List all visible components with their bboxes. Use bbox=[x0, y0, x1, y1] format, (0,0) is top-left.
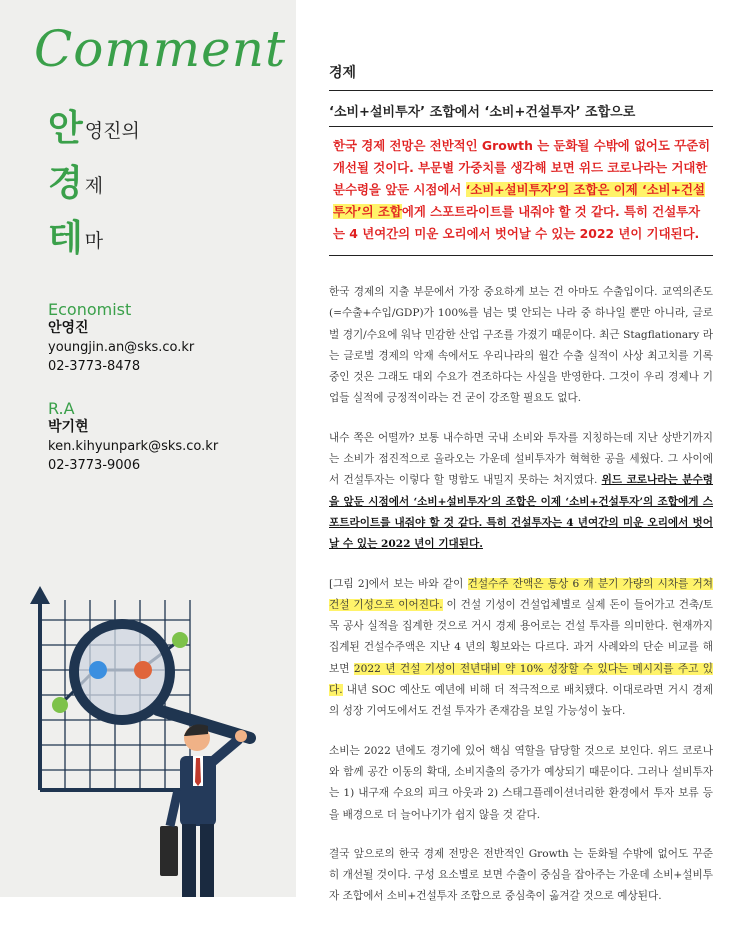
summary-box bbox=[329, 126, 713, 256]
economist-name: 안영진 bbox=[48, 320, 89, 336]
magnifier-chart-illustration bbox=[0, 560, 300, 897]
economist-email[interactable]: youngjin.an@sks.co.kr bbox=[48, 340, 195, 355]
title-big-2: 경 bbox=[48, 163, 83, 204]
ra-label: R.A bbox=[48, 399, 75, 418]
paragraph-2 bbox=[329, 428, 713, 556]
title-big-1: 안 bbox=[48, 108, 83, 149]
ra-phone: 02-3773-9006 bbox=[48, 458, 141, 473]
title-big-3: 테 bbox=[48, 218, 83, 259]
paragraph-4: 소비는 2022 년에도 경기에 있어 핵심 역할을 담당할 것으로 보인다. 위드 코로나와 함께 공간 이동의 확대, 소비지출의 증가가 예상되기 때문이다. 그러나 설비투자는 1) 내구재 수요의 피크 아웃과 2) 스태그플레이션너리한 환경에서 투자 보류 등을 배경으로 더 늘어나기가 쉽지 않을 것 같다. bbox=[329, 744, 713, 821]
paragraph-3 bbox=[329, 574, 713, 723]
article bbox=[329, 62, 713, 926]
paragraph-3-highlight-1: 건설수주 잔액은 통상 6 개 분기 가량의 시차를 거쳐 건설 기성으로 이어진다. bbox=[329, 577, 713, 611]
ra-email[interactable]: ken.kihyunpark@sks.co.kr bbox=[48, 439, 219, 454]
title-rest-1: 영진의 bbox=[84, 120, 140, 142]
summary-highlight: ‘소비+설비투자’의 조합은 이제 ‘소비+건설투자’의 조합 bbox=[333, 182, 705, 219]
summary-text-1: 한국 경제 전망은 전반적인 Growth 는 둔화될 수밖에 없어도 꾸준히 개선될 것이다. 부문별 가중치를 생각해 보면 위드 코로나라는 거대한 분수령을 앞둔 시점에서 bbox=[333, 138, 711, 197]
section-title: 경제 bbox=[329, 62, 713, 91]
title-line-2 bbox=[48, 155, 103, 206]
title-line-3 bbox=[48, 210, 103, 261]
article-subheading: ‘소비+설비투자’ 조합에서 ‘소비+건설투자’ 조합으로 bbox=[329, 105, 636, 120]
title-rest-3: 마 bbox=[84, 230, 104, 252]
title-rest-2: 제 bbox=[84, 175, 104, 197]
comment-logo: Comment bbox=[34, 20, 287, 78]
paragraph-3-text-c: 내년 SOC 예산도 예년에 비해 더 적극적으로 배치됐다. 이대로라면 거시 경제의 성장 기여도에서도 건설 투자가 존재감을 보일 가능성이 높다. bbox=[329, 684, 713, 718]
paragraph-3-text-b: 이 건설 기성이 건설업체별로 실제 돈이 들어가고 건축/토목 공사 실적을 집계한 것으로 거시 경제 용어로는 건설 투자를 의미한다. 현재까지 집계된 건설수주액은 지난 4 년의 횡보와는 다르다. 과거 사례와의 단순 비교를 해 보면 bbox=[329, 598, 713, 675]
ra-contact bbox=[48, 418, 218, 475]
paragraph-3-highlight-2: 2022 년 건설 기성이 전년대비 약 10% 성장할 수 있다는 메시지를 주고 있다. bbox=[329, 662, 713, 697]
economist-label: Economist bbox=[48, 300, 132, 319]
economist-phone: 02-3773-8478 bbox=[48, 359, 141, 374]
sidebar bbox=[0, 0, 296, 897]
paragraph-2-text: 내수 쪽은 어떨까? 보통 내수하면 국내 소비와 투자를 지칭하는데 지난 상반기까지는 소비가 점진적으로 올라오는 가운데 설비투자가 혁혁한 공을 세웠다. 그 사이에서 건설투자는 이렇다 할 명함도 내밀지 못하는 처지였다. bbox=[329, 431, 713, 487]
title-line-1 bbox=[48, 100, 140, 151]
paragraph-2-underlined: 위드 코로나라는 분수령을 앞둔 시점에서 ‘소비+설비투자’의 조합은 이제 ‘소비+건설투자’의 조합에게 스포트라이트를 내줘야 할 것 같다. 특히 건설투자는 4 년여간의 미운 오리에서 벗어날 수 있는 2022 년이 기대된다. bbox=[329, 474, 713, 551]
ra-name: 박기현 bbox=[48, 419, 89, 435]
economist-contact bbox=[48, 319, 194, 376]
paragraph-5: 결국 앞으로의 한국 경제 전망은 전반적인 Growth 는 둔화될 수밖에 없어도 꾸준히 개선될 것이다. 구성 요소별로 보면 수출이 중심을 잡아주는 가운데 소비+설비투자 조합에서 소비+건설투자 조합으로 중심축이 옮겨갈 것으로 예상된다. bbox=[329, 847, 713, 903]
summary-text-2: 에게 스포트라이트를 내줘야 할 것 같다. 특히 건설투자는 4 년여간의 미운 오리에서 벗어날 수 있는 2022 년이 기대된다. bbox=[333, 204, 701, 241]
paragraph-3-text-a: [그림 2]에서 보는 바와 같이 bbox=[329, 577, 468, 590]
paragraph-1: 한국 경제의 지출 부문에서 가장 중요하게 보는 건 아마도 수출입이다. 교역의존도(=수출+수입/GDP)가 100%를 넘는 몇 안되는 나라 중 하나일 뿐만 아니라, 글로벌 경기/수요에 워낙 민감한 산업 구조를 가졌기 때문이다. 최근 Stagflationary 라는 글로벌 경제의 악재 속에서도 우리나라의 월간 수출 실적이 사상 최고치를 기록 중인 것은 그래도 대외 수요가 견조하다는 사실을 반영한다. 그것이 우리 경제나 기업들 실적에 긍정적이라는 건 굳이 강조할 필요도 없다. bbox=[329, 286, 713, 405]
